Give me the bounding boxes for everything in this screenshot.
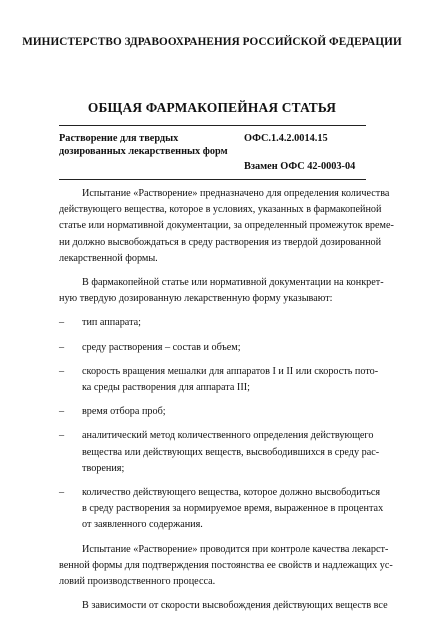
text-line: статье или нормативной документации, за определенный промежуток време- — [59, 220, 394, 232]
text-line: от заявленного содержания. — [82, 519, 203, 531]
dash-bullet: – — [59, 406, 65, 418]
text-line — [59, 404, 366, 420]
list-item — [59, 315, 366, 331]
paragraph-quality-control — [59, 542, 393, 591]
article-type-title: ОБЩАЯ ФАРМАКОПЕЙНАЯ СТАТЬЯ — [87, 100, 337, 115]
paragraph-purpose — [59, 186, 394, 267]
text-line — [59, 485, 381, 501]
dash-bullet: – — [59, 487, 65, 499]
article-name-line: дозированных лекарственных форм — [59, 146, 228, 157]
article-code: ОФС.1.4.2.0014.15 — [244, 133, 328, 144]
paragraph-requirements-intro — [59, 275, 384, 307]
text-line: Испытание «Растворение» предназначено для определения количества — [82, 188, 390, 199]
text-line: В зависимости от скорости высвобождения действующих веществ все — [82, 600, 388, 612]
text-line — [59, 315, 366, 331]
list-item — [59, 485, 384, 534]
text-line: венной формы для подтверждения постоянства ее свойств и надлежащих ус- — [59, 559, 393, 571]
text-line — [59, 428, 374, 444]
header-top-rule — [59, 125, 366, 126]
article-name-line: Растворение для твердых — [59, 133, 179, 144]
paragraph-release-rate — [59, 598, 388, 614]
text-line: в среду растворения за нормируемое время, выраженное в процентах — [82, 503, 384, 515]
list-item-text: количество действующего вещества, которое должно высвободиться — [82, 487, 381, 499]
text-line: ловий производственного процесса. — [59, 576, 216, 588]
text-line: вещества или действующих веществ, высвободившихся в среду рас- — [82, 446, 380, 458]
text-line: ную твердую дозированную лекарственную форму указывают: — [59, 293, 333, 305]
article-replaces: Взамен ОФС 42-0003-04 — [244, 161, 356, 172]
text-line — [59, 364, 379, 380]
dash-bullet: – — [59, 430, 65, 442]
text-line: Испытание «Растворение» проводится при контроле качества лекарст- — [82, 543, 389, 555]
list-item-text: тип аппарата; — [82, 317, 141, 329]
text-line: ни должно высвобождаться в среду растворения из твердой дозированной — [59, 236, 382, 248]
text-line — [59, 340, 366, 356]
list-item — [59, 404, 366, 420]
article-body — [59, 186, 394, 622]
list-item-text: скорость вращения мешалки для аппаратов I и II или скорость пото- — [82, 365, 379, 377]
text-line: творения; — [82, 462, 125, 474]
dash-bullet: – — [59, 365, 65, 377]
list-item — [59, 340, 366, 356]
text-line: лекарственной формы. — [59, 252, 158, 264]
text-line: В фармакопейной статье или нормативной документации на конкрет- — [82, 277, 384, 289]
text-line: действующего вещества, которое в условиях, указанных в фармакопейной — [59, 204, 382, 216]
header-bottom-rule — [59, 179, 366, 180]
dash-bullet: – — [59, 341, 65, 353]
list-item-text: время отбора проб; — [82, 406, 166, 418]
dash-bullet: – — [59, 317, 65, 329]
list-item — [59, 428, 380, 477]
list-item-text: аналитический метод количественного определения действующего — [82, 430, 374, 442]
article-name — [59, 132, 239, 158]
list-item — [59, 364, 379, 396]
ministry-header: МИНИСТЕРСТВО ЗДРАВООХРАНЕНИЯ РОССИЙСКОЙ ФЕДЕРАЦИИ — [22, 36, 402, 48]
text-line: ка среды растворения для аппарата III; — [82, 382, 250, 394]
list-item-text: среду растворения – состав и объем; — [82, 341, 241, 353]
